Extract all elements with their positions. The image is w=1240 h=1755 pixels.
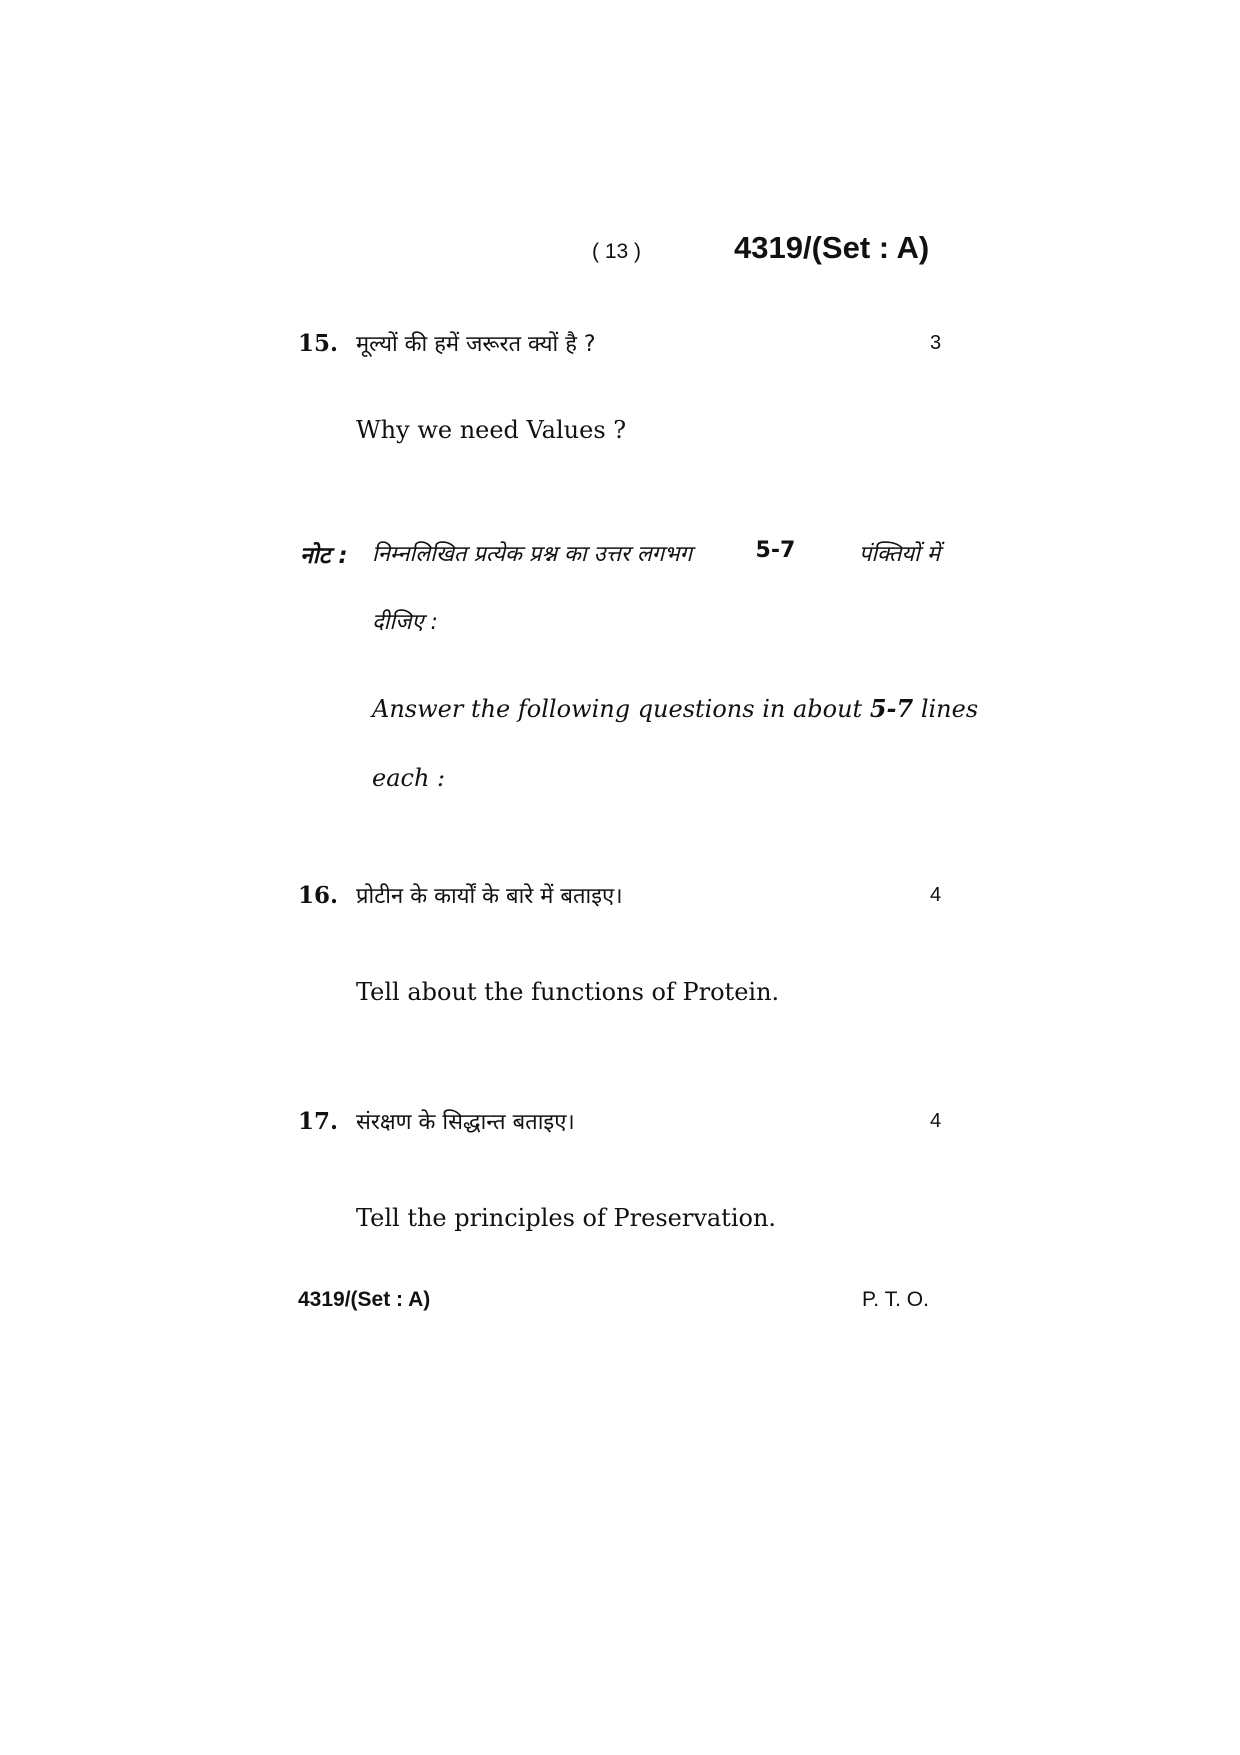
question-17-hindi: संरक्षण के सिद्धान्त बताइए। bbox=[356, 1110, 575, 1135]
question-16-number: 16. bbox=[298, 882, 339, 909]
question-16-marks: 4 bbox=[930, 884, 942, 906]
note-hindi-part2: पंक्तियों में bbox=[858, 542, 940, 567]
note-hindi-line1 bbox=[372, 538, 940, 568]
note-hindi-part1: निम्नलिखित प्रत्येक प्रश्न का उत्तर लगभग bbox=[372, 542, 692, 567]
question-16-hindi: प्रोटीन के कार्यों के बारे में बताइए। bbox=[356, 884, 623, 909]
note-english-part2: lines bbox=[920, 695, 979, 723]
question-15-marks: 3 bbox=[930, 332, 942, 354]
question-15-hindi: मूल्यों की हमें जरूरत क्यों है ? bbox=[356, 332, 596, 357]
note-english-line2: each : bbox=[372, 764, 446, 792]
please-turn-over: P. T. O. bbox=[862, 1288, 929, 1311]
note-english-bold: 5-7 bbox=[869, 694, 914, 723]
question-15-english: Why we need Values ? bbox=[356, 416, 627, 444]
note-hindi-line2: दीजिए : bbox=[372, 610, 438, 635]
question-17-number: 17. bbox=[298, 1108, 339, 1135]
note-hindi-bold: 5-7 bbox=[755, 538, 796, 563]
question-17-marks: 4 bbox=[930, 1110, 942, 1132]
page-number: ( 13 ) bbox=[592, 240, 642, 263]
note-english-line1 bbox=[372, 694, 979, 723]
question-16-english: Tell about the functions of Protein. bbox=[356, 978, 780, 1006]
paper-code-footer: 4319/(Set : A) bbox=[298, 1288, 431, 1311]
note-label: नोट : bbox=[300, 543, 348, 569]
note-english-part1: Answer the following questions in about bbox=[372, 695, 863, 723]
question-15-number: 15. bbox=[298, 330, 339, 357]
paper-code-header: 4319/(Set : A) bbox=[734, 230, 930, 265]
question-17-english: Tell the principles of Preservation. bbox=[356, 1204, 777, 1232]
